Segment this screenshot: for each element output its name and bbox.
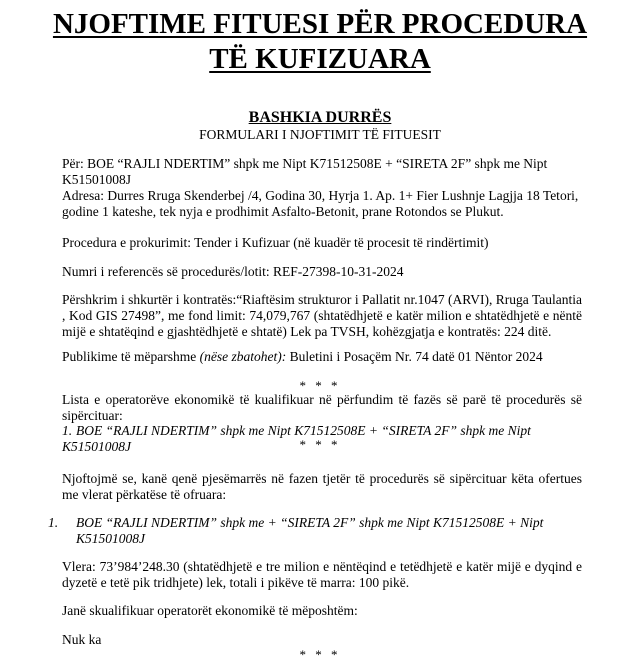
document-title-line2: TË KUFIZUARA	[209, 43, 431, 75]
qualified-intro: Lista e operatorëve ekonomikë të kualifikuar në përfundim të fazës së parë të procedurës së sipërcituar:	[62, 392, 582, 423]
form-title: FORMULARI I NJOFTIMIT TË FITUESIT	[199, 127, 441, 142]
offer-value: Vlera: 73’984’248.30 (shtatëdhjetë e tre milion e nëntëqind e tetëdhjetë e katër mijë e dyqind e dyzetë e tetë pik tridhjete) lek, totali i pikëve të marra: 100 pikë.	[62, 559, 582, 590]
disqualified-none: Nuk ka	[62, 632, 102, 647]
separator: * * *	[299, 437, 341, 452]
recipient-line: Për: BOE “RAJLI NDERTIM” shpk me Nipt K71512508E + “SIRETA 2F” shpk me Nipt K51501008J	[62, 156, 548, 187]
contract-description: Përshkrim i shkurtër i kontratës:“Riaftësim strukturor i Pallatit nr.1047 (ARVI), Rruga Taulantia , Kod GIS 27498”, me fond limit: 74,079,767 (shtatëdhjetë e katër milion e shtatëdhjetë e nëntë mijë e shtatëqind e gjashtëdhjetë e shtatë) Lek pa TVSH, kohëzgjatja e kontratës: 224 ditë.	[62, 292, 582, 339]
contracting-authority: BASHKIA DURRËS	[248, 109, 392, 126]
previous-publications	[62, 349, 582, 365]
document-title-line1: NJOFTIME FITUESI PËR PROCEDURA	[52, 8, 588, 40]
separator: * * *	[299, 647, 341, 662]
reference-number: Numri i referencës së procedurës/lotit: REF-27398-10-31-2024	[62, 264, 404, 279]
publication-text: Buletini i Posaçëm Nr. 74 datë 01 Nëntor 2024	[289, 349, 543, 364]
publication-note: (nëse zbatohet):	[199, 349, 287, 364]
list-item-text: BOE “RAJLI NDERTIM” shpk me Nipt K71512508E + “SIRETA 2F” shpk me Nipt K51501008J	[62, 423, 531, 454]
publication-label: Publikime të mëparshme	[62, 349, 197, 364]
procedure-type: Procedura e prokurimit: Tender i Kufizuar (në kuadër të procesit të rindërtimit)	[62, 235, 489, 250]
list-item-number: 1.	[48, 515, 59, 530]
disqualified-intro: Janë skualifikuar operatorët ekonomikë të mëposhtëm:	[62, 603, 358, 618]
list-item-number: 1.	[62, 423, 73, 438]
separator: * * *	[299, 378, 341, 393]
recipient-address: Adresa: Durres Rruga Skenderbej /4, Godina 30, Hyrja 1. Ap. 1+ Fier Lushnje Lagjja 18 Tetori, godine 1 kateshe, tek nyja e prodhimit Asfalto-Betonit, prane Rotondos se Plukut.	[62, 188, 579, 219]
participants-list-item	[48, 515, 596, 547]
participants-intro: Njoftojmë se, kanë qenë pjesëmarrës në fazen tjetër të procedurës së sipërcituar këta ofertues me vlerat përkatëse të ofruara:	[62, 471, 582, 502]
list-item-text: BOE “RAJLI NDERTIM” shpk me + “SIRETA 2F” shpk me Nipt K71512508E + Nipt K51501008J	[76, 515, 544, 546]
